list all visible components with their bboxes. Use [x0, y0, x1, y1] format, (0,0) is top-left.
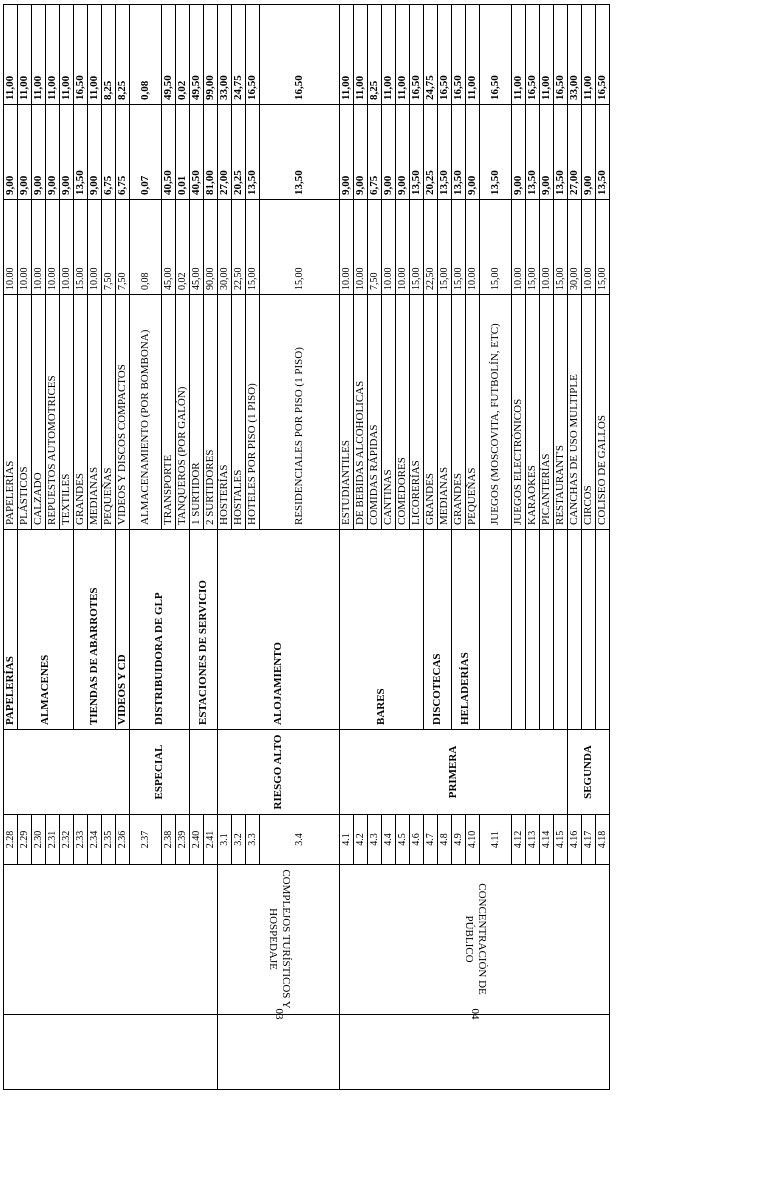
row-v3: 16,50	[480, 5, 512, 105]
row-code: 3.2	[232, 815, 246, 865]
row-v3: 16,50	[554, 5, 568, 105]
row-v2: 9,00	[354, 105, 368, 200]
row-code: 4.11	[480, 815, 512, 865]
row-name: VIDEOS Y CD	[116, 530, 130, 730]
row-v1: 10.00	[512, 200, 526, 295]
row-name: DISCOTECAS	[424, 530, 452, 730]
row-v2: 9,00	[582, 105, 596, 200]
row-sub: JUEGOS (MOSCOVITA, FUTBOLÍN, ETC)	[480, 295, 512, 530]
row-sub: PICANTERÍAS	[540, 295, 554, 530]
row-name	[596, 530, 610, 730]
row-v2: 27,00	[218, 105, 232, 200]
row-name	[568, 530, 582, 730]
row-v2: 13,50	[452, 105, 466, 200]
row-name: TIENDAS DE ABARROTES	[74, 530, 116, 730]
group-cell	[4, 730, 130, 815]
row-v2: 0,01	[176, 105, 190, 200]
row-sub: MEDIANAS	[88, 295, 102, 530]
row-sub: TANQUEROS (POR GALÓN)	[176, 295, 190, 530]
row-v2: 0,07	[130, 105, 162, 200]
row-name: ESTACIONES DE SERVICIO	[190, 530, 218, 730]
row-v1: 10.00	[382, 200, 396, 295]
group-cell	[190, 730, 218, 815]
row-code: 4.12	[512, 815, 526, 865]
row-v2: 13,50	[246, 105, 260, 200]
row-v3: 8,25	[102, 5, 116, 105]
category-label-cell	[4, 865, 218, 1015]
row-v2: 6,75	[116, 105, 130, 200]
row-v1: 15,00	[438, 200, 452, 295]
row-sub: PEQUEÑAS	[102, 295, 116, 530]
row-v2: 13,50	[74, 105, 88, 200]
table-row	[340, 5, 354, 1090]
row-v3: 16,50	[260, 5, 340, 105]
row-v2: 6,75	[102, 105, 116, 200]
row-v2: 13,50	[526, 105, 540, 200]
row-sub: GRANDES	[74, 295, 88, 530]
row-v1: 10.00	[354, 200, 368, 295]
row-code: 4.14	[540, 815, 554, 865]
row-v2: 9,00	[382, 105, 396, 200]
row-sub: CANTINAS	[382, 295, 396, 530]
row-v3: 99,00	[204, 5, 218, 105]
row-name: PAPELERÍAS	[4, 530, 18, 730]
category-code-cell	[340, 1008, 610, 1090]
row-v2: 20,25	[424, 105, 438, 200]
row-v3: 16,50	[74, 5, 88, 105]
row-v2: 13,50	[260, 105, 340, 200]
row-v1: 15,00	[554, 200, 568, 295]
row-v1: 10.00	[32, 200, 46, 295]
row-code: 4.9	[452, 815, 466, 865]
row-code: 2.41	[204, 815, 218, 865]
row-v3: 49,50	[190, 5, 204, 105]
row-v1: 7,50	[368, 200, 382, 295]
row-v2: 9,00	[466, 105, 480, 200]
row-v3: 11,00	[582, 5, 596, 105]
row-code: 2.40	[190, 815, 204, 865]
row-v3: 33,00	[568, 5, 582, 105]
row-v1: 10.00	[4, 200, 18, 295]
row-name	[554, 530, 568, 730]
row-v1: 22,50	[232, 200, 246, 295]
row-v3: 33,00	[218, 5, 232, 105]
row-code: 2.31	[46, 815, 60, 865]
category-code-cell	[4, 1015, 218, 1090]
row-code: 4.2	[354, 815, 368, 865]
row-v2: 6,75	[368, 105, 382, 200]
row-v1: 30,00	[568, 200, 582, 295]
row-v3: 16,50	[526, 5, 540, 105]
row-sub: CANCHAS DE USO MULTIPLE	[568, 295, 582, 530]
row-code: 2.32	[60, 815, 74, 865]
row-v2: 9,00	[340, 105, 354, 200]
row-sub: TRANSPORTE	[162, 295, 176, 530]
row-sub: VIDEOS Y DISCOS COMPACTOS	[116, 295, 130, 530]
row-v3: 11,00	[396, 5, 410, 105]
row-v1: 10.00	[396, 200, 410, 295]
row-v2: 40,50	[162, 105, 176, 200]
row-v1: 10.00	[582, 200, 596, 295]
row-sub: KARAOKES	[526, 295, 540, 530]
row-code: 4.15	[554, 815, 568, 865]
row-sub: 1 SURTIDOR	[190, 295, 204, 530]
row-v1: 10.00	[18, 200, 32, 295]
row-sub: REPUESTOS AUTOMOTRICES	[46, 295, 60, 530]
row-v3: 16,50	[410, 5, 424, 105]
row-v3: 24,75	[424, 5, 438, 105]
row-v3: 8,25	[368, 5, 382, 105]
row-code: 4.13	[526, 815, 540, 865]
row-v3: 11,00	[60, 5, 74, 105]
row-code: 4.8	[438, 815, 452, 865]
row-code: 4.4	[382, 815, 396, 865]
row-v3: 11,00	[32, 5, 46, 105]
category-label-cell	[218, 865, 340, 1015]
row-v2: 9,00	[512, 105, 526, 200]
row-v2: 13,50	[410, 105, 424, 200]
row-v2: 9,00	[540, 105, 554, 200]
row-v2: 9,00	[4, 105, 18, 200]
row-v3: 11,00	[382, 5, 396, 105]
row-v3: 0,08	[130, 5, 162, 105]
row-v3: 11,00	[46, 5, 60, 105]
category-label: CONCENTRACIÓN DE PÚBLICO	[462, 883, 488, 995]
row-v1: 15,00	[526, 200, 540, 295]
table-body	[4, 5, 610, 1090]
row-v1: 15,00	[596, 200, 610, 295]
group-cell: ESPECIAL	[130, 730, 190, 815]
row-name: ALMACENES	[18, 530, 74, 730]
row-code: 2.38	[162, 815, 176, 865]
row-sub: TEXTILES	[60, 295, 74, 530]
table-row	[218, 5, 232, 1090]
row-code: 4.6	[410, 815, 424, 865]
row-v3: 24,75	[232, 5, 246, 105]
row-code: 4.1	[340, 815, 354, 865]
row-code: 3.1	[218, 815, 232, 865]
row-code: 2.39	[176, 815, 190, 865]
row-v1: 15.00	[74, 200, 88, 295]
row-sub: DE BEBIDAS ALCOHOLICAS	[354, 295, 368, 530]
row-sub: 2 SURTIDORES	[204, 295, 218, 530]
row-code: 2.36	[116, 815, 130, 865]
row-code: 2.30	[32, 815, 46, 865]
row-sub: JUEGOS ELECTRÓNICOS	[512, 295, 526, 530]
row-sub: CIRCOS	[582, 295, 596, 530]
row-sub: COMEDORES	[396, 295, 410, 530]
row-code: 2.33	[74, 815, 88, 865]
row-v1: 15,00	[452, 200, 466, 295]
row-sub: RESIDENCIALES POR PISO (1 PISO)	[260, 295, 340, 530]
row-sub: RESTAURANT'S	[554, 295, 568, 530]
row-name	[480, 530, 512, 730]
row-code: 4.3	[368, 815, 382, 865]
row-name: BARES	[340, 530, 424, 730]
table-row	[4, 5, 18, 1090]
row-v1: 45,00	[162, 200, 176, 295]
row-v3: 11,00	[18, 5, 32, 105]
row-v1: 10.00	[88, 200, 102, 295]
row-name	[526, 530, 540, 730]
row-v2: 13,50	[480, 105, 512, 200]
row-name: ALOJAMIENTO	[218, 530, 340, 730]
row-sub: HOSTALES	[232, 295, 246, 530]
row-v2: 13,50	[596, 105, 610, 200]
row-sub: HOTELES POR PISO (1 PISO)	[246, 295, 260, 530]
row-v3: 11,00	[354, 5, 368, 105]
row-code: 4.16	[568, 815, 582, 865]
row-v1: 30,00	[218, 200, 232, 295]
row-sub: MEDIANAS	[438, 295, 452, 530]
row-code: 3.3	[246, 815, 260, 865]
row-sub: GRANDES	[424, 295, 438, 530]
row-sub: HOSTERÍAS	[218, 295, 232, 530]
row-v1: 0,08	[130, 200, 162, 295]
row-v1: 0,02	[176, 200, 190, 295]
row-v1: 15,00	[260, 200, 340, 295]
row-v2: 9,00	[60, 105, 74, 200]
row-v2: 9,00	[18, 105, 32, 200]
row-name	[582, 530, 596, 730]
row-sub: PLÁSTICOS	[18, 295, 32, 530]
row-v2: 13,50	[554, 105, 568, 200]
row-v1: 7,50	[116, 200, 130, 295]
row-v1: 7,50	[102, 200, 116, 295]
row-code: 4.18	[596, 815, 610, 865]
row-code: 3.4	[260, 815, 340, 865]
row-v3: 16,50	[596, 5, 610, 105]
row-sub: ESTUDIANTILES	[340, 295, 354, 530]
category-label-cell	[340, 865, 610, 1015]
row-v3: 11,00	[540, 5, 554, 105]
row-v2: 13,50	[438, 105, 452, 200]
row-sub: COLISEO DE GALLOS	[596, 295, 610, 530]
row-name: HELADERÍAS	[452, 530, 480, 730]
row-sub: GRANDES	[452, 295, 466, 530]
row-v1: 45,00	[190, 200, 204, 295]
row-code: 4.10	[466, 815, 480, 865]
row-v1: 10.00	[60, 200, 74, 295]
row-sub: PEQUEÑAS	[466, 295, 480, 530]
row-v3: 11,00	[4, 5, 18, 105]
row-code: 4.17	[582, 815, 596, 865]
row-name	[540, 530, 554, 730]
row-code: 2.34	[88, 815, 102, 865]
row-sub: PAPELERÍAS	[4, 295, 18, 530]
row-v1: 15,00	[480, 200, 512, 295]
group-cell: PRIMERA	[340, 730, 568, 815]
row-v1: 10.00	[466, 200, 480, 295]
row-v2: 9,00	[396, 105, 410, 200]
tariff-table	[3, 4, 610, 1090]
row-v3: 16,50	[452, 5, 466, 105]
row-code: 2.29	[18, 815, 32, 865]
row-v2: 9,00	[88, 105, 102, 200]
row-v3: 0,02	[176, 5, 190, 105]
category-code: 04	[469, 1008, 481, 1020]
row-v3: 16,50	[246, 5, 260, 105]
row-v3: 11,00	[466, 5, 480, 105]
group-cell: RIESGO ALTO	[218, 730, 340, 815]
row-v3: 8,25	[116, 5, 130, 105]
row-sub: ALMACENAMIENTO (POR BOMBONA)	[130, 295, 162, 530]
category-code: 03	[273, 1008, 285, 1020]
row-v2: 20,25	[232, 105, 246, 200]
row-code: 4.5	[396, 815, 410, 865]
category-code-cell	[218, 1008, 340, 1090]
row-v3: 11,00	[340, 5, 354, 105]
row-v3: 11,00	[88, 5, 102, 105]
row-v3: 11,00	[512, 5, 526, 105]
row-v2: 27,00	[568, 105, 582, 200]
row-v1: 15,00	[246, 200, 260, 295]
row-v1: 22,50	[424, 200, 438, 295]
group-cell: SEGUNDA	[568, 730, 610, 815]
row-code: 2.35	[102, 815, 116, 865]
row-v3: 49,50	[162, 5, 176, 105]
row-v1: 10.00	[46, 200, 60, 295]
row-name: DISTRIBUIDORA DE GLP	[130, 530, 190, 730]
row-v1: 15,00	[410, 200, 424, 295]
rotated-table-container	[3, 5, 772, 1090]
row-v1: 10.00	[340, 200, 354, 295]
row-v2: 81,00	[204, 105, 218, 200]
row-v2: 9,00	[46, 105, 60, 200]
row-code: 2.37	[130, 815, 162, 865]
row-v3: 16,50	[438, 5, 452, 105]
row-sub: COMIDAS RÁPIDAS	[368, 295, 382, 530]
row-v1: 10.00	[540, 200, 554, 295]
row-code: 2.28	[4, 815, 18, 865]
row-sub: LICORERÍAS	[410, 295, 424, 530]
row-v2: 40,50	[190, 105, 204, 200]
row-v1: 90,00	[204, 200, 218, 295]
row-name	[512, 530, 526, 730]
row-sub: CALZADO	[32, 295, 46, 530]
row-code: 4.7	[424, 815, 438, 865]
category-label: COMPLEJOS TURÍSTICOS Y HOSPEDAJE	[266, 869, 292, 1009]
row-v2: 9,00	[32, 105, 46, 200]
